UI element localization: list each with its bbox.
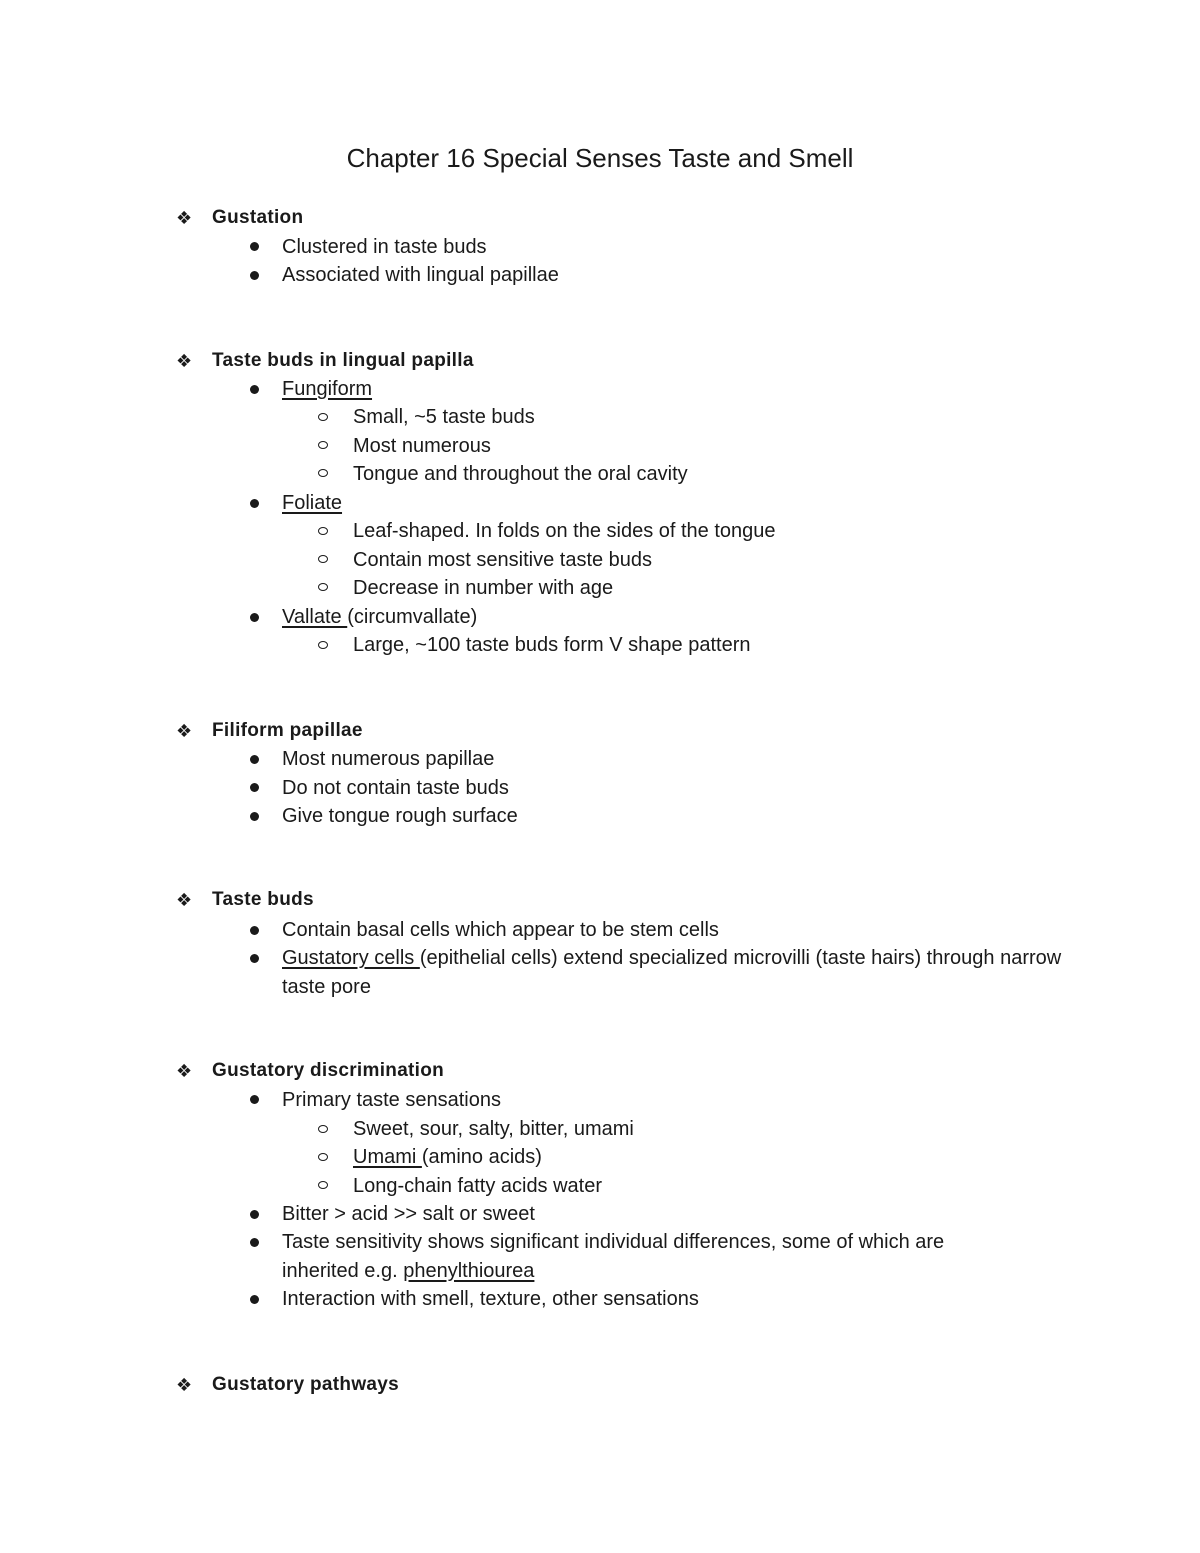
list-item-term: Gustatory cells [282, 947, 420, 969]
diamond-bullet-icon: ❖ [176, 351, 193, 371]
list-item-term: phenylthiourea [403, 1259, 535, 1282]
bullet-icon [250, 1095, 259, 1104]
bullet-icon [250, 1295, 259, 1304]
sub-bullet-icon [318, 441, 328, 449]
section-heading: Taste buds in lingual papilla [212, 350, 474, 371]
section-heading: Gustatory pathways [212, 1374, 400, 1395]
sub-list-item: Most numerous [353, 435, 491, 457]
list-item-rest: (circumvallate) [347, 606, 478, 628]
section-heading: Taste buds [212, 889, 314, 910]
list-item-term: Vallate [282, 606, 348, 628]
diamond-bullet-icon: ❖ [176, 208, 193, 228]
diamond-bullet-icon: ❖ [176, 1375, 193, 1395]
sub-bullet-icon [318, 583, 328, 591]
sub-list-item: Contain most sensitive taste buds [353, 549, 653, 571]
list-item-text: Taste sensitivity shows significant individual differences, some of which are inherited e.g. [282, 1231, 945, 1282]
bullet-icon [250, 499, 259, 508]
diamond-bullet-icon: ❖ [176, 890, 193, 910]
sub-bullet-icon [318, 641, 328, 649]
list-item: Clustered in taste buds [282, 236, 487, 258]
bullet-icon [250, 271, 259, 280]
bullet-icon [250, 1238, 259, 1247]
section-heading: Gustation [212, 207, 304, 228]
list-item-term: Umami [353, 1146, 422, 1168]
sub-list-item: Long-chain fatty acids water [353, 1175, 603, 1197]
list-item [282, 1228, 1022, 1285]
list-item: Give tongue rough surface [282, 805, 518, 827]
diamond-bullet-icon: ❖ [176, 1061, 193, 1081]
list-item: Do not contain taste buds [282, 777, 509, 799]
bullet-icon [250, 613, 259, 622]
sub-list-item: Small, ~5 taste buds [353, 406, 535, 428]
sub-bullet-icon [318, 413, 328, 421]
bullet-icon [250, 783, 259, 792]
list-item [282, 944, 1072, 1001]
list-item: Contain basal cells which appear to be stem cells [282, 919, 719, 941]
sub-list-item: Leaf-shaped. In folds on the sides of the tongue [353, 520, 776, 542]
section-heading: Filiform papillae [212, 720, 363, 741]
bullet-icon [250, 385, 259, 394]
sub-list-item: Tongue and throughout the oral cavity [353, 463, 688, 485]
list-item [282, 603, 477, 631]
sub-list-item: Sweet, sour, salty, bitter, umami [353, 1118, 634, 1140]
bullet-icon [250, 954, 259, 963]
sub-bullet-icon [318, 1181, 328, 1189]
diamond-bullet-icon: ❖ [176, 721, 193, 741]
sub-list-item: Large, ~100 taste buds form V shape pattern [353, 634, 751, 656]
list-item: Associated with lingual papillae [282, 264, 559, 286]
sub-bullet-icon [318, 469, 328, 477]
sub-bullet-icon [318, 1125, 328, 1133]
bullet-icon [250, 242, 259, 251]
sub-bullet-icon [318, 1153, 328, 1161]
section-heading: Gustatory discrimination [212, 1060, 445, 1081]
bullet-icon [250, 1210, 259, 1219]
bullet-icon [250, 755, 259, 764]
sub-list-item: Decrease in number with age [353, 577, 614, 599]
list-item: Most numerous papillae [282, 748, 495, 770]
list-item: Primary taste sensations [282, 1089, 501, 1111]
sub-bullet-icon [318, 527, 328, 535]
sub-bullet-icon [318, 555, 328, 563]
list-item-rest: (epithelial cells) extend specialized microvilli (taste hairs) through narrow taste pore [282, 947, 1062, 998]
list-item-rest: (amino acids) [421, 1146, 542, 1168]
page-title: Chapter 16 Special Senses Taste and Smell [346, 143, 854, 173]
list-item: Bitter > acid >> salt or sweet [282, 1203, 535, 1225]
list-item: Interaction with smell, texture, other sensations [282, 1288, 699, 1310]
sub-list-item [353, 1143, 542, 1171]
list-item-term: Fungiform [282, 378, 373, 400]
list-item-term: Foliate [282, 492, 343, 514]
bullet-icon [250, 926, 259, 935]
bullet-icon [250, 812, 259, 821]
